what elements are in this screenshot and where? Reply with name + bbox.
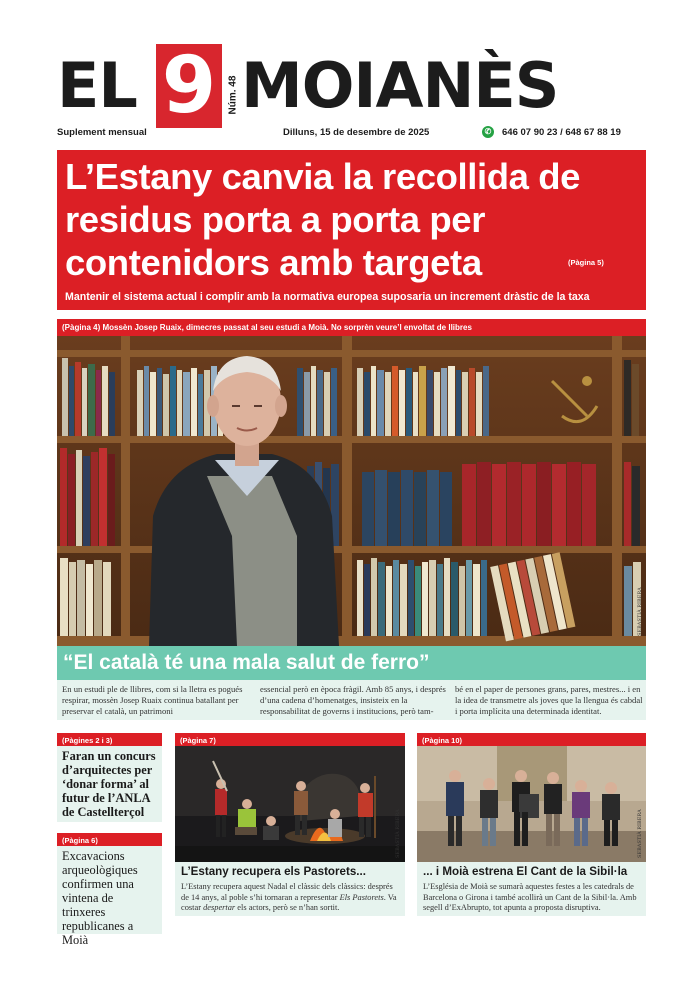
issue-number-text: Núm. 48 (227, 75, 239, 115)
story-headline: Faran un concurs d’arquitectes per ‘donar forma’ al futur de l’ANLA de Castellterçol (57, 746, 162, 822)
masthead-subline (57, 127, 647, 141)
story-summary (175, 880, 405, 916)
photo-credit: SEBASTIÀ RIBERA (395, 809, 401, 858)
summary-italic: despertar (203, 903, 236, 912)
story-summary: L’Església de Moià se sumarà aquestes festes a les catedrals de Barcelona o Girona i també acollirà un Cant de la Sibil·la. Amb segell d’ExAbrupto, tot apunta a proposta disruptiva. (417, 880, 646, 916)
stage-scene (175, 746, 405, 862)
group-scene (417, 746, 646, 862)
photo-caption: (Pàgina 4) Mossèn Josep Ruaix, dimecres passat al seu estudi a Moià. No sorprèn veure’l envoltat de llibres (57, 319, 646, 336)
summary-col-2: essencial però en època fràgil. Amb 85 anys, i després d’una cadena d’homenatges, insisteix en la responsabilitat de governs i institucions, però tam- (260, 684, 446, 716)
story-box-trinxeres[interactable] (57, 833, 162, 947)
photo-credit: SEBASTIÀ RIBERA (637, 809, 643, 858)
masthead-nine-logo: 9 (156, 44, 222, 128)
summary-part: L’Estany recupera aquest Nadal el clàssic dels clàssics: després de 14 anys, al poble s’hi tornaran a representar (181, 882, 393, 902)
lead-story[interactable] (57, 150, 646, 310)
masthead-moianes: MOIANÈS (241, 49, 559, 122)
supplement-label: Suplement mensual (57, 127, 147, 138)
issue-number (226, 58, 240, 116)
summary-col-1: En un estudi ple de llibres, com si la lletra es pogués respirar, mossèn Josep Ruaix continua batallant per preservar el català, un patrimoni (62, 684, 243, 716)
lead-subtitle: Mantenir el sistema actual i complir amb la normativa europea suposaria un increment dràstic de la taxa (65, 291, 590, 303)
summary-col-3: bé en el paper de persones grans, pares, mestres... i en la idea de transmetre als joves que la llengua és cabdal i porta implícita una determinada identitat. (455, 684, 643, 716)
story-headline: L’Estany recupera els Pastorets... (175, 862, 405, 880)
feature-photo[interactable] (57, 336, 646, 646)
summary-part: . Va costar (181, 892, 397, 912)
phone-numbers: 646 07 90 23 / 648 67 88 19 (502, 127, 621, 138)
issue-date: Dilluns, 15 de desembre de 2025 (283, 127, 430, 138)
whatsapp-icon: ✆ (482, 126, 494, 138)
masthead (57, 41, 647, 131)
feature-summary (57, 680, 646, 720)
pastorets-photo (175, 746, 405, 862)
feature-quote[interactable]: “El català té una mala salut de ferro” (57, 646, 646, 680)
summary-italic: Els Pastorets (339, 892, 384, 902)
story-page-ref: (Pàgina 6) (57, 833, 162, 846)
lead-headline: L’Estany canvia la recollida de residus porta a porta per contenidors amb targeta (65, 156, 581, 283)
story-page-ref: (Pàgina 10) (417, 733, 646, 746)
story-page-ref: (Pàgines 2 i 3) (57, 733, 162, 746)
story-box-sibilla[interactable] (417, 733, 646, 916)
sibilla-photo (417, 746, 646, 862)
story-box-pastorets[interactable] (175, 733, 405, 916)
masthead-el: EL (57, 49, 137, 122)
story-page-ref: (Pàgina 7) (175, 733, 405, 746)
library-scene (57, 336, 646, 646)
story-headline: Excavacions arqueològiques confirmen una vintena de trinxeres republicanes a Moià (57, 846, 162, 934)
lead-page-ref: (Pàgina 5) (568, 258, 604, 267)
summary-part: els actors, però se n’han sortit. (235, 903, 340, 912)
photo-credit: SEBASTIÀ RIBERA (637, 587, 643, 636)
story-headline: ... i Moià estrena El Cant de la Sibil·la (417, 862, 646, 880)
story-box-anla[interactable] (57, 733, 162, 822)
